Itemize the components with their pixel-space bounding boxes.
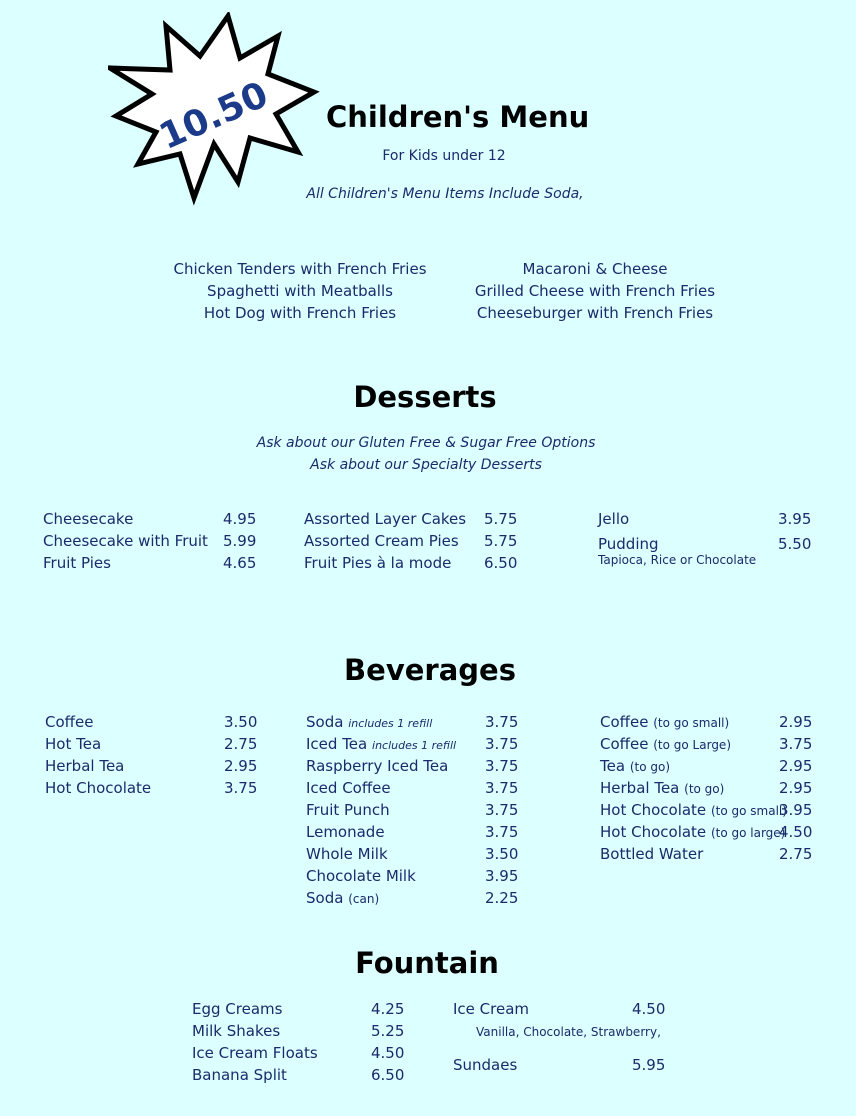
menu-item-price: 4.50 — [371, 1044, 405, 1062]
menu-item-price: 5.75 — [484, 532, 518, 550]
children-menu-title: Children's Menu — [326, 100, 590, 134]
children-menu-subtitle: For Kids under 12 — [382, 148, 506, 164]
item-name-text: Iced Tea — [306, 735, 368, 753]
menu-item-name — [306, 889, 379, 907]
menu-item-name: Milk Shakes — [192, 1022, 281, 1040]
menu-item-price: 4.95 — [223, 510, 257, 528]
item-note: includes 1 refill — [348, 717, 433, 730]
menu-item-name: Fruit Punch — [306, 801, 390, 819]
menu-item-price: 3.50 — [485, 845, 519, 863]
menu-item-name: Raspberry Iced Tea — [306, 757, 449, 775]
menu-item-price: 2.75 — [224, 735, 258, 753]
menu-item-price: 2.95 — [224, 757, 258, 775]
item-note: (to go small) — [653, 716, 730, 730]
menu-item-name — [600, 801, 787, 819]
menu-item-name: Whole Milk — [306, 845, 388, 863]
item-note: (to go Large) — [653, 738, 731, 752]
list-item: Hot Dog with French Fries — [203, 304, 397, 322]
list-item: Macaroni & Cheese — [522, 260, 668, 278]
item-name-text: Coffee — [600, 735, 649, 753]
desserts-title: Desserts — [353, 380, 497, 414]
item-note: (to go large) — [710, 826, 786, 840]
price-starburst-badge — [108, 12, 324, 208]
menu-item-price: 3.75 — [485, 757, 519, 775]
menu-item-name: Herbal Tea — [45, 757, 125, 775]
menu-item-name — [600, 757, 670, 775]
item-name-text: Tea — [600, 757, 626, 775]
menu-item-name: Egg Creams — [192, 1000, 283, 1018]
item-note: (to go) — [684, 782, 725, 796]
menu-item-name: Cheesecake — [43, 510, 134, 528]
menu-item-name: Cheesecake with Fruit — [43, 532, 208, 550]
menu-item-name: Pudding — [598, 535, 659, 553]
list-item: Spaghetti with Meatballs — [207, 282, 393, 300]
menu-item-price: 2.95 — [779, 779, 813, 797]
menu-item-price: 3.75 — [485, 801, 519, 819]
menu-item-price: 5.50 — [778, 535, 812, 553]
beverages-title: Beverages — [344, 653, 516, 687]
menu-item-name: Jello — [598, 510, 630, 528]
menu-item-name — [600, 823, 785, 841]
menu-item-price: 3.75 — [224, 779, 258, 797]
menu-item-price: 5.99 — [223, 532, 257, 550]
children-left-list — [150, 258, 450, 324]
menu-item-name: Fruit Pies — [43, 554, 111, 572]
menu-item-name: Hot Tea — [45, 735, 102, 753]
list-item: Cheeseburger with French Fries — [476, 304, 714, 322]
item-name-text: Herbal Tea — [600, 779, 680, 797]
item-note: (can) — [348, 892, 380, 906]
menu-item-name: Iced Coffee — [306, 779, 391, 797]
item-note: includes 1 refill — [372, 739, 457, 752]
menu-item-price: 3.95 — [778, 510, 812, 528]
item-name-text: Hot Chocolate — [600, 801, 707, 819]
menu-item-price: 3.75 — [485, 713, 519, 731]
children-menu-note: All Children's Menu Items Include Soda, — [306, 186, 584, 202]
menu-item-price: 3.75 — [779, 735, 813, 753]
menu-item-name: Banana Split — [192, 1066, 287, 1084]
menu-item-price: 3.75 — [485, 823, 519, 841]
menu-item-price: 3.75 — [485, 735, 519, 753]
menu-item-name: Hot Chocolate — [45, 779, 152, 797]
menu-item-price: 5.95 — [632, 1056, 666, 1074]
menu-item-name — [600, 779, 724, 797]
menu-item-name — [600, 713, 729, 731]
menu-item-name: Coffee — [45, 713, 94, 731]
badge-price: 10.50 — [153, 74, 275, 158]
menu-item-price: 2.25 — [485, 889, 519, 907]
menu-item-price: 5.75 — [484, 510, 518, 528]
desserts-note-gluten: Ask about our Gluten Free & Sugar Free Options — [256, 435, 596, 451]
menu-item-subnote: Vanilla, Chocolate, Strawberry, — [476, 1025, 661, 1039]
menu-item-price: 2.95 — [779, 713, 813, 731]
menu-item-name: Assorted Layer Cakes — [304, 510, 467, 528]
menu-item-name — [306, 713, 432, 731]
item-name-text: Soda — [306, 713, 344, 731]
menu-item-subnote: Tapioca, Rice or Chocolate — [598, 553, 757, 567]
menu-item-name — [600, 735, 731, 753]
menu-item-name: Assorted Cream Pies — [304, 532, 459, 550]
menu-item-price: 6.50 — [371, 1066, 405, 1084]
item-name-text: Hot Chocolate — [600, 823, 707, 841]
item-note: (to go) — [629, 760, 671, 774]
menu-item-price: 3.95 — [779, 801, 813, 819]
menu-item-name: Chocolate Milk — [306, 867, 416, 885]
desserts-note-specialty: Ask about our Specialty Desserts — [310, 457, 542, 473]
item-name-text: Coffee — [600, 713, 649, 731]
menu-item-name: Ice Cream Floats — [192, 1044, 318, 1062]
menu-item-name: Sundaes — [453, 1056, 518, 1074]
menu-item-price: 3.95 — [485, 867, 519, 885]
menu-item-price: 6.50 — [484, 554, 518, 572]
item-note: (to go small) — [710, 804, 787, 818]
menu-item-price: 5.25 — [371, 1022, 405, 1040]
fountain-title: Fountain — [355, 946, 499, 980]
menu-item-price: 3.50 — [224, 713, 258, 731]
menu-item-name: Ice Cream — [453, 1000, 530, 1018]
menu-item-name: Lemonade — [306, 823, 385, 841]
menu-item-price: 3.75 — [485, 779, 519, 797]
menu-item-price: 4.50 — [779, 823, 813, 841]
menu-item-price: 4.50 — [632, 1000, 666, 1018]
menu-item-price: 4.25 — [371, 1000, 405, 1018]
menu-item-price: 4.65 — [223, 554, 257, 572]
menu-item-name: Bottled Water — [600, 845, 704, 863]
menu-item-name: Fruit Pies à la mode — [304, 554, 452, 572]
children-right-list — [445, 258, 745, 324]
menu-item-price: 2.95 — [779, 757, 813, 775]
list-item: Chicken Tenders with French Fries — [173, 260, 427, 278]
menu-item-name — [306, 735, 456, 753]
menu-item-price: 2.75 — [779, 845, 813, 863]
list-item: Grilled Cheese with French Fries — [474, 282, 716, 300]
item-name-text: Soda — [306, 889, 344, 907]
